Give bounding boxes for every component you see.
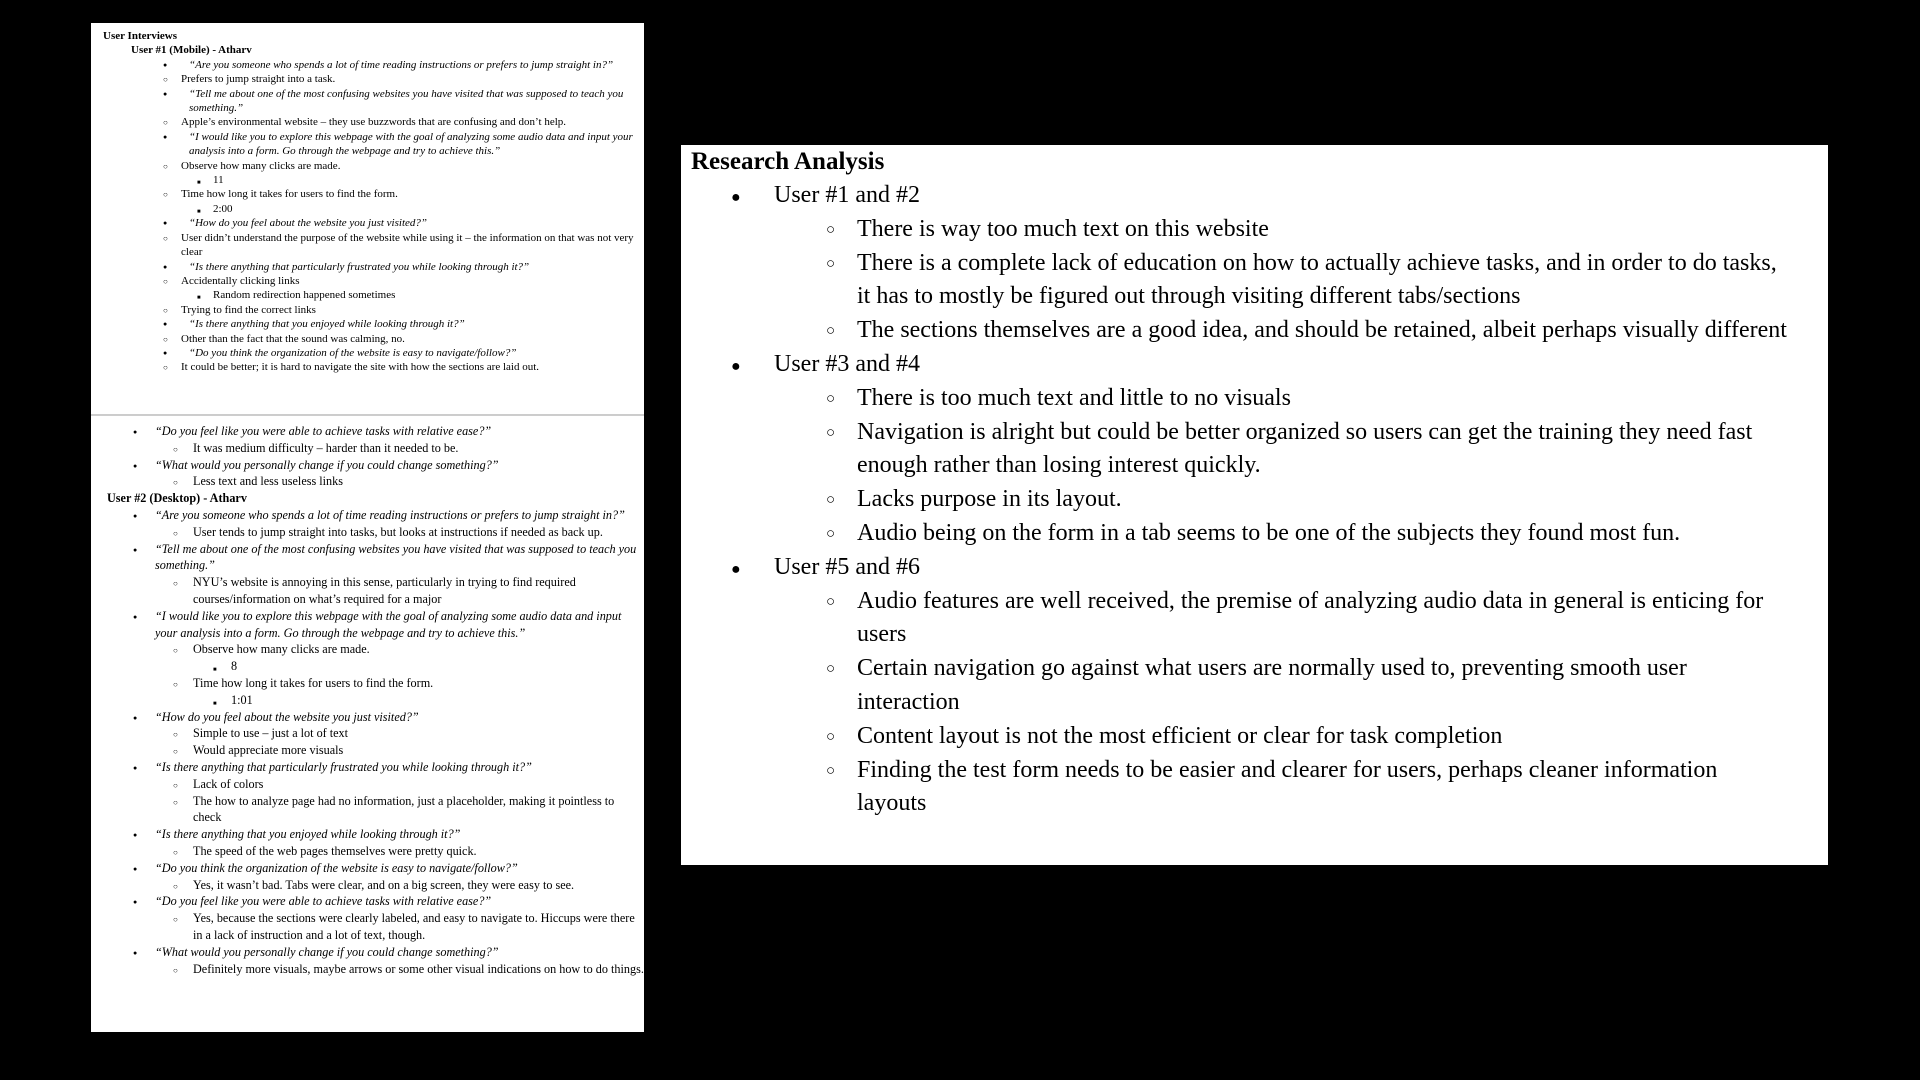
question-item (103, 260, 644, 318)
question-item (115, 759, 644, 826)
question-item (115, 860, 644, 894)
question-text: “How do you feel about the website you just visited?” (155, 709, 419, 724)
question-text: “Are you someone who spends a lot of time reading instructions or prefers to jump straight in?” (155, 507, 625, 522)
interview-document-page-2 (91, 417, 644, 1032)
answer-item: ○ It could be better; it is hard to navigate the site with how the sections are laid out. (141, 360, 644, 374)
answer-item (141, 274, 644, 303)
answer-item: ○ Simple to use – just a lot of text (149, 725, 644, 742)
analysis-point: ○ The sections themselves are a good idea, and should be retained, albeit perhaps visually different (691, 314, 1828, 348)
answer-text: Time how long it takes for users to find the form. (193, 675, 434, 690)
question-item (115, 608, 644, 709)
question-item (103, 130, 644, 216)
answer-text: Accidentally clicking links (181, 274, 300, 287)
answer-item (149, 641, 644, 675)
question-item (103, 216, 644, 259)
question-item (115, 541, 644, 608)
time-value: ■ 1:01 (187, 692, 644, 709)
question-text: “Is there anything that you enjoyed while looking through it?” (155, 827, 461, 842)
question-text: “Do you think the organization of the website is easy to navigate/follow?” (155, 860, 518, 875)
question-item (115, 423, 644, 457)
question-item (103, 346, 644, 375)
question-text: “Tell me about one of the most confusing websites you have visited that was supposed to teach you something.” (189, 87, 624, 115)
group-label: User #1 and #2 (774, 182, 920, 208)
analysis-point: ○ Audio features are well received, the premise of analyzing audio data in general is enticing for users (691, 585, 1828, 653)
answer-item: ○ Other than the fact that the sound was calming, no. (141, 332, 644, 346)
research-analysis-title: Research Analysis (691, 148, 885, 175)
answer-item: ○ Less text and less useless links (149, 473, 644, 490)
answer-text: Observe how many clicks are made. (193, 642, 370, 657)
user2-questions (115, 507, 644, 977)
analysis-groups (691, 179, 1828, 821)
answer-item: ○ It was medium difficulty – harder than it needed to be. (149, 440, 644, 457)
analysis-point: ○ Lacks purpose in its layout. (691, 483, 1828, 517)
answer-item (141, 187, 644, 216)
analysis-point: ○ Certain navigation go against what users are normally used to, preventing smooth user interaction (691, 652, 1828, 720)
analysis-point: ○ Content layout is not the most efficient or clear for task completion (691, 720, 1828, 754)
question-item (103, 317, 644, 346)
user1-heading: User #1 (Mobile) - Atharv (131, 44, 252, 57)
analysis-group (691, 551, 1828, 821)
answer-text: Time how long it takes for users to find the form. (181, 188, 398, 201)
analysis-point: ○ Navigation is alright but could be better organized so users can get the training they need fast enough rather than losing interest quickly. (691, 416, 1828, 484)
answer-item: ○ Yes, because the sections were clearly labeled, and easy to navigate to. Hiccups were there in a lack of instruction and a lot of text, though. (149, 910, 644, 944)
answer-item: ○ Apple’s environmental website – they use buzzwords that are confusing and don’t help. (141, 115, 644, 129)
answer-item (149, 675, 644, 709)
answer-item: ○ Yes, it wasn’t bad. Tabs were clear, and on a big screen, they were easy to see. (149, 877, 644, 894)
analysis-point: ○ Finding the test form needs to be easier and clearer for users, perhaps cleaner information layouts (691, 754, 1828, 822)
question-text: “Are you someone who spends a lot of time reading instructions or prefers to jump straight in?” (189, 58, 614, 71)
question-item (115, 457, 644, 491)
analysis-point: ○ There is a complete lack of education on how to actually achieve tasks, and in order to do tasks, it has to mostly be figured out through visiting different tabs/sections (691, 247, 1828, 315)
question-item (115, 709, 644, 759)
analysis-group (691, 179, 1828, 348)
answer-item: ○ User didn’t understand the purpose of the website while using it – the information on that was not very clear (141, 231, 644, 260)
analysis-point: ○ There is way too much text on this website (691, 213, 1828, 247)
answer-item: ○ The speed of the web pages themselves were pretty quick. (149, 843, 644, 860)
user1-questions (103, 58, 644, 375)
question-item (103, 58, 644, 87)
answer-item (141, 159, 644, 188)
answer-item: ○ Would appreciate more visuals (149, 742, 644, 759)
question-item (115, 826, 644, 860)
document-title: User Interviews (103, 30, 178, 42)
user2-heading: User #2 (Desktop) - Atharv (107, 491, 247, 506)
answer-item: ○ User tends to jump straight into tasks, but looks at instructions if needed as back up. (149, 524, 644, 541)
question-text: “Do you feel like you were able to achieve tasks with relative ease?” (155, 424, 492, 438)
question-text: “What would you personally change if you could change something?” (155, 457, 499, 472)
clicks-value: ■ 11 (175, 173, 644, 187)
question-text: “I would like you to explore this webpage with the goal of analyzing some audio data and input your analysis into a form. Go through the webpage and try to achieve this.” (155, 608, 622, 640)
question-text: “Is there anything that you enjoyed while looking through it?” (189, 318, 465, 331)
question-text: “Is there anything that particularly frustrated you while looking through it?” (155, 759, 532, 774)
interview-document-page-1 (91, 23, 644, 415)
answer-item: ○ Trying to find the correct links (141, 303, 644, 317)
question-item (115, 507, 644, 541)
answer-item: ○ Definitely more visuals, maybe arrows or some other visual indications on how to do things. (149, 961, 644, 978)
sub-answer-item: ■ Random redirection happened sometimes (175, 288, 644, 302)
question-text: “I would like you to explore this webpage with the goal of analyzing some audio data and input your analysis into a form. Go through the webpage and try to achieve this.” (189, 130, 633, 158)
question-item (115, 944, 644, 978)
time-value: ■ 2:00 (175, 202, 644, 216)
question-text: “How do you feel about the website you just visited?” (189, 217, 428, 230)
analysis-point: ○ There is too much text and little to no visuals (691, 382, 1828, 416)
user1-questions-continued (115, 423, 644, 490)
answer-text: Observe how many clicks are made. (181, 159, 341, 172)
answer-item: ○ The how to analyze page had no information, just a placeholder, making it pointless to check (149, 793, 644, 827)
answer-item: ○ NYU’s website is annoying in this sense, particularly in trying to find required courses/information on what’s required for a major (149, 574, 644, 608)
group-label: User #3 and #4 (774, 350, 920, 377)
question-item (115, 893, 644, 943)
question-text: “Do you feel like you were able to achieve tasks with relative ease?” (155, 894, 492, 909)
clicks-value: ■ 8 (187, 658, 644, 675)
answer-item: ○ Prefers to jump straight into a task. (141, 72, 644, 86)
analysis-point: ○ Audio being on the form in a tab seems to be one of the subjects they found most fun. (691, 517, 1828, 551)
research-analysis-page (681, 145, 1828, 865)
question-text: “What would you personally change if you could change something?” (155, 944, 499, 959)
question-text: “Do you think the organization of the website is easy to navigate/follow?” (189, 346, 517, 359)
group-label: User #5 and #6 (774, 553, 920, 580)
analysis-group (691, 348, 1828, 551)
question-text: “Is there anything that particularly frustrated you while looking through it?” (189, 260, 530, 273)
question-item (103, 87, 644, 130)
answer-item: ○ Lack of colors (149, 776, 644, 793)
question-text: “Tell me about one of the most confusing websites you have visited that was supposed to teach you something.” (155, 541, 637, 573)
